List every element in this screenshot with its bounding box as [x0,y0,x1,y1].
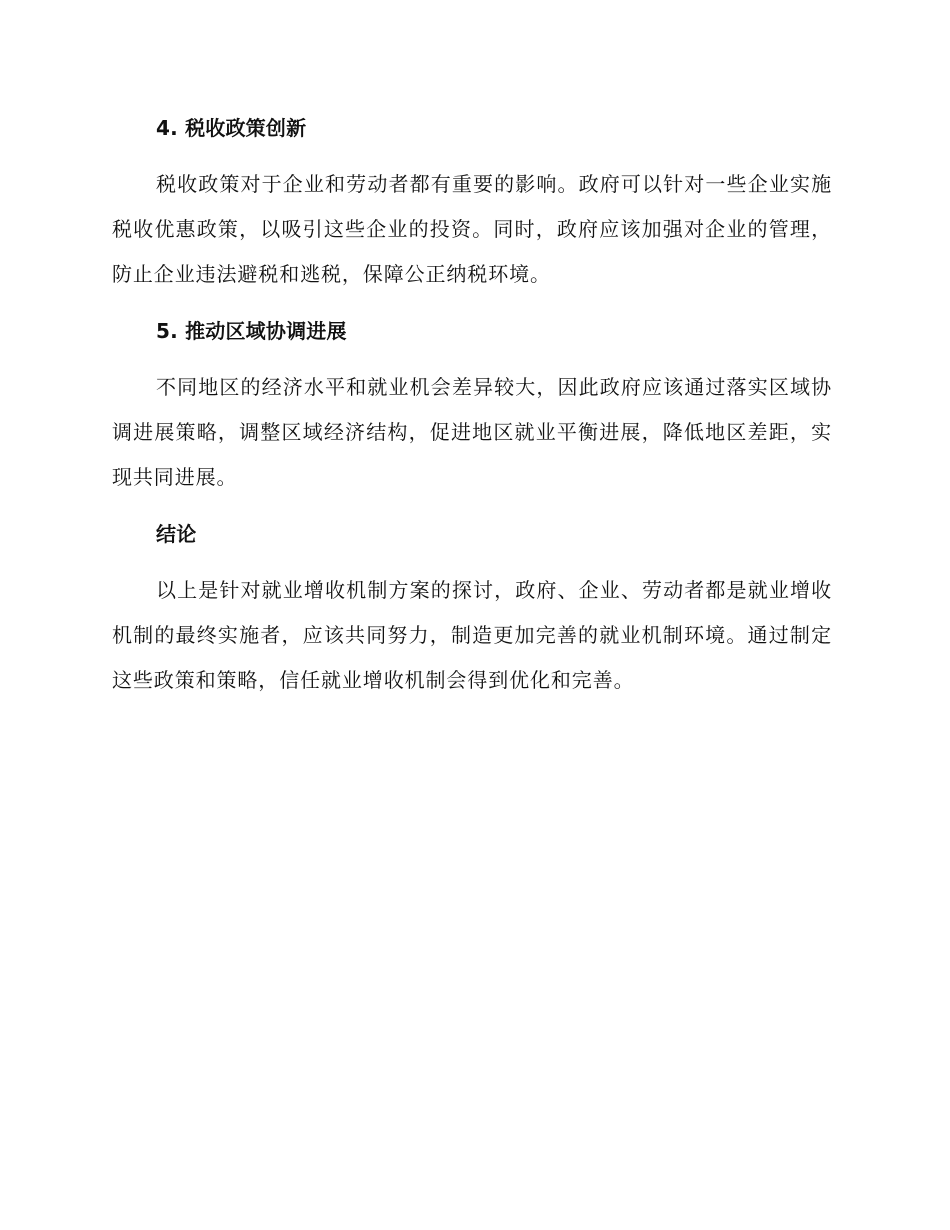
section-paragraph: 不同地区的经济水平和就业机会差异较大，因此政府应该通过落实区域协调进展策略，调整区域经济结构，促进地区就业平衡进展，降低地区差距，实现共同进展。 [112,375,832,489]
section-heading: 结论 [156,522,197,546]
section-tax-policy [112,108,832,297]
section-heading: 5. 推动区域协调进展 [156,319,347,343]
section-conclusion [112,514,832,703]
section-paragraph: 以上是针对就业增收机制方案的探讨，政府、企业、劳动者都是就业增收机制的最终实施者，应该共同努力，制造更加完善的就业机制环境。通过制定这些政策和策略，信任就业增收机制会得到优化和完善。 [112,578,832,692]
section-paragraph: 税收政策对于企业和劳动者都有重要的影响。政府可以针对一些企业实施税收优惠政策，以吸引这些企业的投资。同时，政府应该加强对企业的管理，防止企业违法避税和逃税，保障公正纳税环境。 [112,172,832,286]
section-regional-development [112,311,832,500]
section-heading: 4. 税收政策创新 [156,116,307,140]
document-content [112,108,832,717]
